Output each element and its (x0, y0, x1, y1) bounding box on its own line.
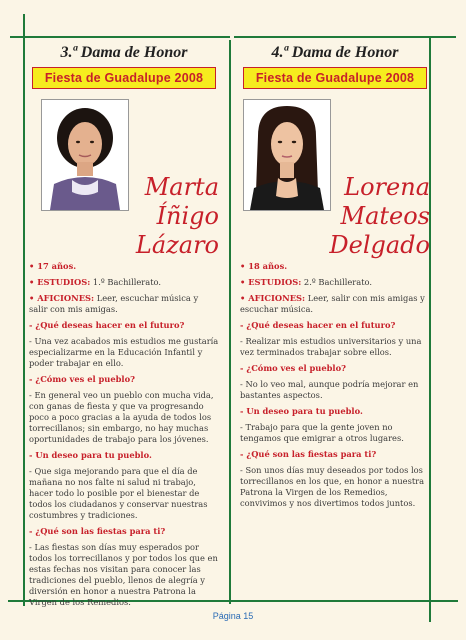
question-1: - ¿Qué deseas hacer en el futuro? (29, 320, 185, 330)
name-line-2: Mateos (340, 202, 430, 230)
dama-title: 3.ª Dama de Honor (60, 44, 188, 61)
name-line-3: Delgado (329, 231, 430, 259)
answer-3: - Trabajo para que la gente joven no tengamos que emigrar a otros lugares. (240, 422, 404, 443)
hobbies-label: AFICIONES: (37, 293, 95, 303)
photo-row (240, 99, 430, 269)
question-2: - ¿Cómo ves el pueblo? (29, 374, 135, 384)
hobbies-value: Leer, escuchar música y salir con mis amigas. (29, 293, 199, 314)
frame-top-line (10, 36, 230, 38)
page-number: Página 15 (212, 611, 254, 621)
fiesta-banner: Fiesta de Guadalupe 2008 (32, 67, 216, 89)
answer-4: - Las fiestas son días muy esperados por todos los torrecillanos y por todos los que en estas fechas nos visitan para conocer las tradiciones del pueblo, llenos de alegría y diversión en honor a nuestra Patrona la Virgen de los Remedios. (29, 542, 218, 607)
column-dama-3 (29, 42, 219, 613)
info-block (29, 261, 219, 608)
hobbies-value: Leer, salir con mis amigas y escuchar música. (240, 293, 425, 314)
studies-value: 2.º Bachillerato. (301, 277, 373, 287)
frame-left-line (23, 14, 25, 606)
answer-4: - Son unos días muy deseados por todos los torrecillanos en los que, en honor a nuestra Patrona la Virgen de los Remedios, convivimos y nos divertimos todos juntos. (240, 465, 425, 508)
portrait-photo (41, 99, 129, 211)
frame-right-top-line (234, 36, 456, 38)
studies-line: • ESTUDIOS: 2.º Bachillerato. (240, 277, 373, 287)
hobbies-label: AFICIONES: (248, 293, 306, 303)
person-name (136, 173, 219, 260)
answer-2: - En general veo un pueblo con mucha vida, con ganas de fiesta y que va progresando poco a poco gracias a la ayuda de todos los torrecillanos; sin embargo, no hay muchas oportunidades de trabajo para los jóvenes. (29, 390, 214, 444)
answer-1: - Realizar mis estudios universitarios y una vez terminados trabajar sobre ellos. (240, 336, 422, 357)
column-dama-4 (240, 42, 430, 514)
age-line: • 18 años. (240, 261, 288, 271)
dama-title: 4.ª Dama de Honor (271, 44, 399, 61)
photo-row (29, 99, 219, 269)
hobbies-line: • AFICIONES: Leer, salir con mis amigas y escuchar música. (240, 293, 425, 314)
age-value: 17 años. (37, 261, 77, 271)
info-block (240, 261, 430, 509)
age-value: 18 años. (248, 261, 288, 271)
studies-value: 1.º Bachillerato. (90, 277, 162, 287)
name-line-3: Lázaro (135, 231, 219, 259)
answer-2: - No lo veo mal, aunque podría mejorar en bastantes aspectos. (240, 379, 419, 400)
studies-line: • ESTUDIOS: 1.º Bachillerato. (29, 277, 162, 287)
age-line: • 17 años. (29, 261, 77, 271)
portrait-photo (243, 99, 331, 211)
question-4: - ¿Qué son las fiestas para ti? (240, 449, 377, 459)
name-line-1: Marta (144, 173, 219, 201)
studies-label: ESTUDIOS: (248, 277, 302, 287)
studies-label: ESTUDIOS: (37, 277, 91, 287)
answer-1: - Una vez acabados mis estudios me gustaría especializarme en la Educación Infantil y poder trabajar en ello. (29, 336, 219, 368)
question-1: - ¿Qué deseas hacer en el futuro? (240, 320, 396, 330)
name-line-2: Íñigo (156, 202, 219, 230)
person-name (329, 173, 430, 260)
answer-3: - Que siga mejorando para que el día de mañana no nos falte ni salud ni trabajo, hacer todo lo posible por el bienestar de todos los ciudadanos y conservar nuestras costumbres y tradiciones. (29, 466, 208, 520)
frame-bottom-right-line (232, 600, 458, 602)
question-3: - Un deseo para tu pueblo. (240, 406, 363, 416)
fiesta-banner: Fiesta de Guadalupe 2008 (243, 67, 427, 89)
question-3: - Un deseo para tu pueblo. (29, 450, 152, 460)
name-line-1: Lorena (344, 173, 430, 201)
frame-center-line (229, 40, 231, 604)
hobbies-line: • AFICIONES: Leer, escuchar música y salir con mis amigas. (29, 293, 199, 314)
question-4: - ¿Qué son las fiestas para ti? (29, 526, 166, 536)
question-2: - ¿Cómo ves el pueblo? (240, 363, 346, 373)
